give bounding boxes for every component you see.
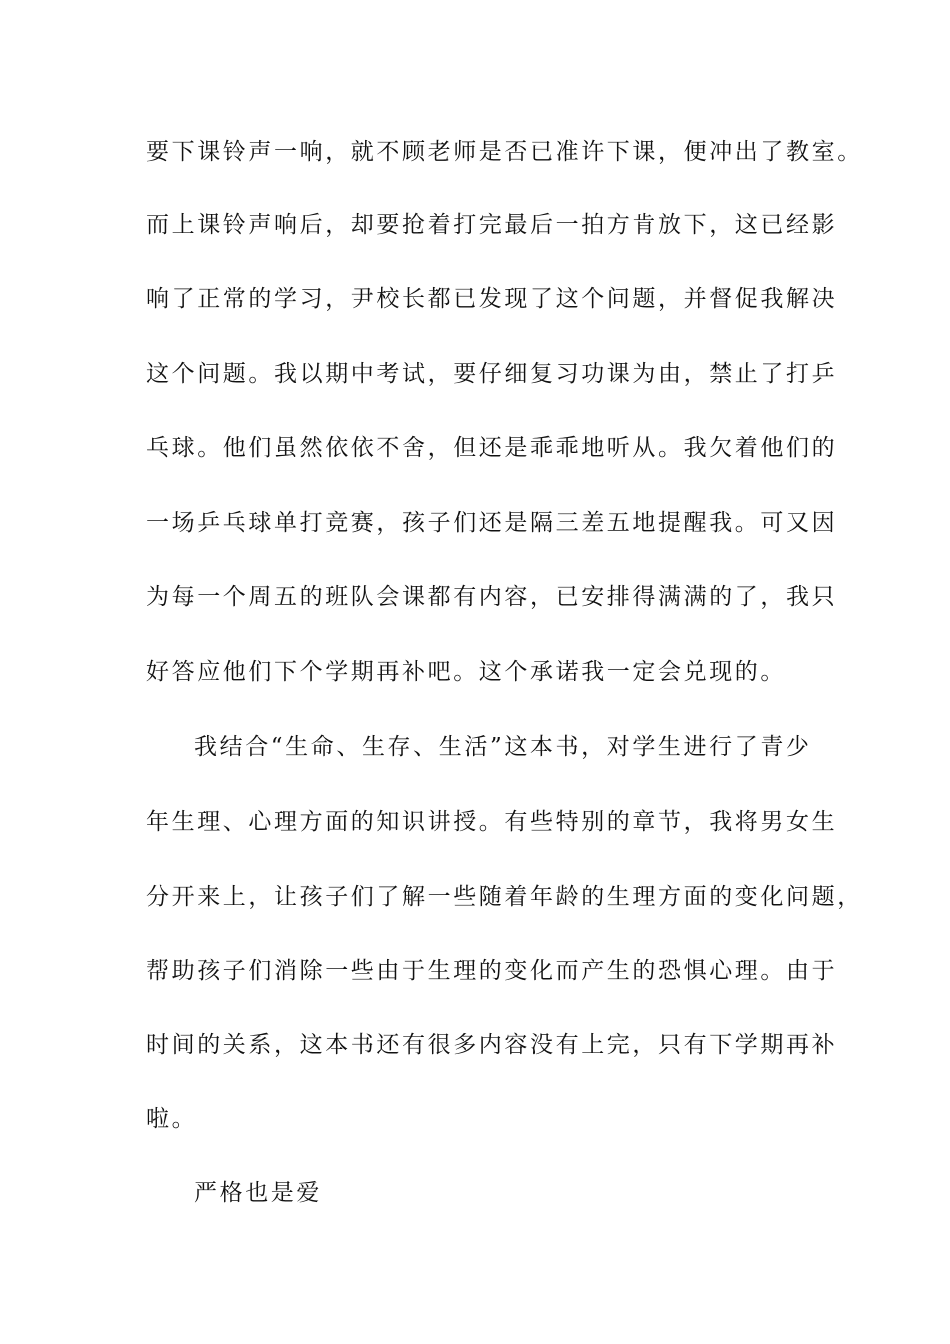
text-line-3: 响了正常的学习，尹校长都已发现了这个问题，并督促我解决 xyxy=(146,286,838,312)
text-line-6: 一场乒乓球单打竞赛，孩子们还是隔三差五地提醒我。可又因 xyxy=(146,510,838,536)
text-line-14: 啦。 xyxy=(146,1106,198,1132)
section-heading: 严格也是爱 xyxy=(194,1180,322,1206)
text-line-8: 好答应他们下个学期再补吧。这个承诺我一定会兑现的。 xyxy=(146,659,786,685)
text-line-10: 年生理、心理方面的知识讲授。有些特别的章节，我将男女生 xyxy=(146,809,838,835)
text-line-11: 分开来上，让孩子们了解一些随着年龄的生理方面的变化问题， xyxy=(146,884,863,910)
text-line-4: 这个问题。我以期中考试，要仔细复习功课为由，禁止了打乒 xyxy=(146,361,838,387)
text-line-5: 乓球。他们虽然依依不舍，但还是乖乖地听从。我欠着他们的 xyxy=(146,435,838,461)
paragraph-start-line: 我结合“生命、生存、生活”这本书，对学生进行了青少 xyxy=(194,734,812,760)
text-line-13: 时间的关系，这本书还有很多内容没有上完，只有下学期再补 xyxy=(146,1032,838,1058)
text-line-7: 为每一个周五的班队会课都有内容，已安排得满满的了，我只 xyxy=(146,584,838,610)
text-line-1: 要下课铃声一响，就不顾老师是否已准许下课，便冲出了教室。 xyxy=(146,139,863,165)
text-line-12: 帮助孩子们消除一些由于生理的变化而产生的恐惧心理。由于 xyxy=(146,958,838,984)
text-line-2: 而上课铃声响后，却要抢着打完最后一拍方肯放下，这已经影 xyxy=(146,212,838,238)
